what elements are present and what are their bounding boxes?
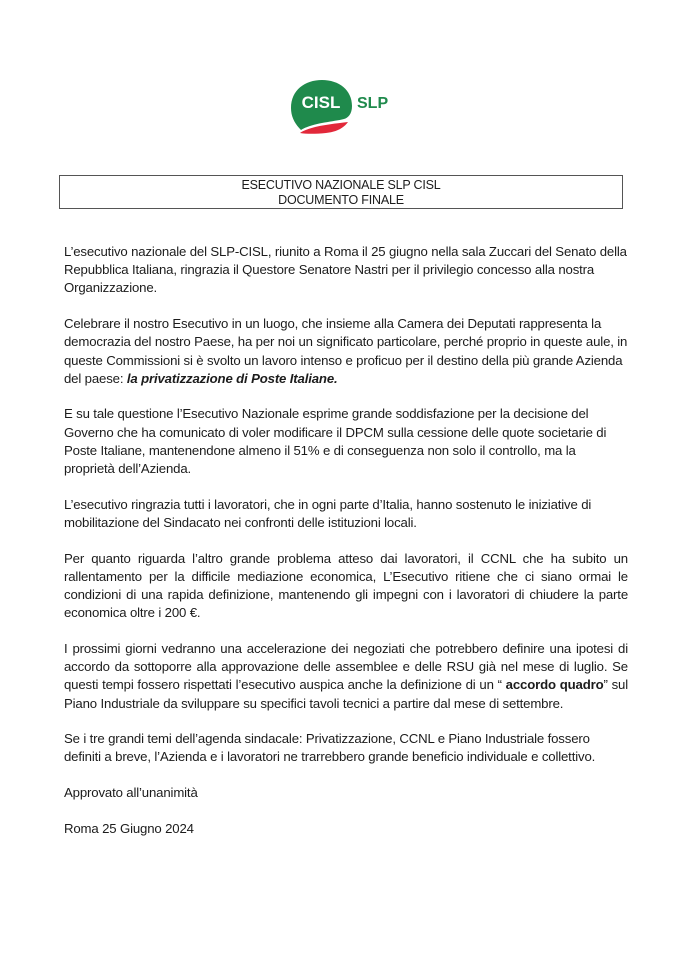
privatization-emphasis: la privatizzazione di Poste Italiane. (126, 370, 338, 386)
place-and-date: Roma 25 Giugno 2024 (64, 820, 194, 836)
paragraph-negotiations-text-end: ” sul Piano Industriale da sviluppare su specifici tavoli tecnici a partire dal mese di settembre. (64, 677, 628, 711)
paragraph-celebration (64, 315, 628, 388)
paragraph-thanks: L’esecutivo ringrazia tutti i lavoratori, che in ogni parte d’Italia, hanno sostenuto le iniziative di mobilitazione del Sindacato nei confronti delle istituzioni locali. (64, 496, 592, 530)
paragraph-negotiations-text: I prossimi giorni vedranno una accelerazione dei negoziati che potrebbero definire una ipotesi di accordo da sottoporre alla approvazione delle assemblee e delle RSU già nel mese di luglio. Se questi tempi fossero rispettati l’esecutivo auspica anche la definizione di un “ (64, 640, 628, 693)
approval-note: Approvato all’unanimità (64, 785, 198, 801)
paragraph-negotiations (64, 640, 628, 713)
cisl-slp-logo (288, 78, 398, 136)
paragraph-dpcm: E su tale questione l’Esecutivo Nazionale esprime grande soddisfazione per la decisione del Governo che ha comunicato di voler modificare il DPCM sulla cessione delle quote societarie di Poste Italiane, mantenendone almeno il 51% e di conseguenza non solo il controllo, ma la proprietà dell’Azienda. (64, 406, 607, 477)
paragraph-intro: L’esecutivo nazionale del SLP-CISL, riunito a Roma il 25 giugno nella sala Zuccari del Senato della Repubblica Italiana, ringrazia il Questore Senatore Nastri per il privilegio concesso alla nostra Organizzazione. (64, 244, 627, 296)
logo-cisl-text: CISL (301, 93, 341, 112)
logo-slp-text: SLP (357, 95, 389, 112)
paragraph-celebration-text: Celebrare il nostro Esecutivo in un luogo, che insieme alla Camera dei Deputati rappresenta la democrazia del nostro Paese, ha per noi un significato particolare, perché proprio in queste aule, in queste Commissioni si è svolto un lavoro intenso e proficuo per il destino della più grande Azienda del paese: (64, 316, 628, 386)
accordo-quadro-emphasis: accordo quadro (505, 677, 604, 693)
document-title-box (59, 175, 623, 209)
paragraph-ccnl: Per quanto riguarda l’altro grande problema atteso dai lavoratori, il CCNL che ha subito un rallentamento per la difficile mediazione economica, L’Esecutivo ritiene che ci siano ormai le condizioni di una rapida definizione, mantenendo gli impegni con i lavoratori di chiudere la parte economica oltre i 200 €. (64, 550, 628, 621)
document-subtitle: DOCUMENTO FINALE (278, 193, 404, 207)
paragraph-agenda: Se i tre grandi temi dell’agenda sindacale: Privatizzazione, CCNL e Piano Industriale fossero definiti a breve, l’Azienda e i lavoratori ne trarrebbero grande beneficio individuale e collettivo. (64, 731, 596, 765)
document-body (64, 243, 628, 856)
logo-graphic (288, 78, 398, 136)
document-title: ESECUTIVO NAZIONALE SLP CISL (241, 178, 441, 192)
